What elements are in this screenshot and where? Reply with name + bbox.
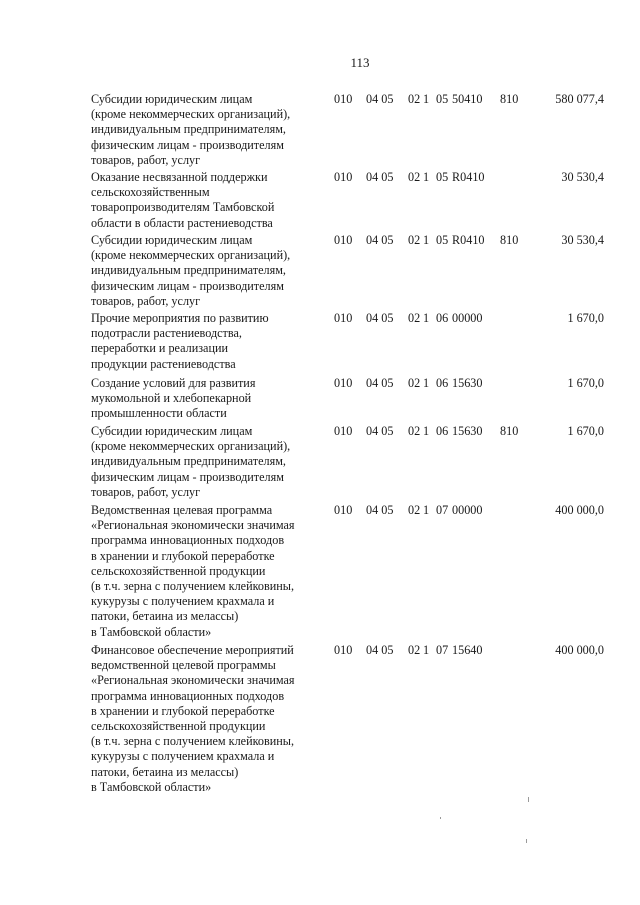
- subprogram-code: 1: [423, 311, 430, 325]
- direction-code: R0410: [452, 170, 485, 184]
- amount: 30 530,4: [561, 233, 604, 247]
- direction-code: 15630: [452, 376, 483, 390]
- grbs-code: 010: [334, 376, 353, 390]
- expense-type-code: 810: [500, 92, 519, 106]
- event-code: 05: [436, 170, 449, 184]
- direction-code: 00000: [452, 311, 483, 325]
- section-code: 04 05: [366, 92, 394, 106]
- scan-mark: [440, 817, 441, 819]
- section-code: 04 05: [366, 376, 394, 390]
- amount: 400 000,0: [555, 503, 604, 517]
- section-code: 04 05: [366, 311, 394, 325]
- direction-code: R0410: [452, 233, 485, 247]
- event-code: 06: [436, 376, 449, 390]
- row-description: Создание условий для развития мукомольной и хлебопекарной промышленности области: [91, 376, 256, 421]
- section-code: 04 05: [366, 643, 394, 657]
- expense-type-code: 810: [500, 233, 519, 247]
- event-code: 07: [436, 503, 449, 517]
- section-code: 04 05: [366, 503, 394, 517]
- scan-mark: [526, 839, 527, 843]
- amount: 580 077,4: [555, 92, 604, 106]
- grbs-code: 010: [334, 503, 353, 517]
- event-code: 05: [436, 233, 449, 247]
- row-description: Ведомственная целевая программа «Региональная экономически значимая программа инновационных подходов в хранении и глубокой переработке сельскохозяйственной продукции (в т.ч. зерна с получением клейковины, кукурузы с получением крахмала и патоки, бетаина из мелассы) в Тамбовской области»: [91, 503, 295, 639]
- section-code: 04 05: [366, 424, 394, 438]
- program-code: 02: [408, 233, 421, 247]
- amount: 1 670,0: [567, 376, 604, 390]
- program-code: 02: [408, 170, 421, 184]
- row-description: Субсидии юридическим лицам (кроме некоммерческих организаций), индивидуальным предпринимателям, физическим лицам - производителям товаров, работ, услуг: [91, 233, 291, 308]
- row-description: Субсидии юридическим лицам (кроме некоммерческих организаций), индивидуальным предпринимателям, физическим лицам - производителям товаров, работ, услуг: [91, 424, 291, 499]
- event-code: 05: [436, 92, 449, 106]
- event-code: 06: [436, 424, 449, 438]
- grbs-code: 010: [334, 643, 353, 657]
- program-code: 02: [408, 92, 421, 106]
- row-description: Субсидии юридическим лицам (кроме некоммерческих организаций), индивидуальным предпринимателям, физическим лицам - производителям товаров, работ, услуг: [91, 92, 291, 167]
- subprogram-code: 1: [423, 233, 430, 247]
- program-code: 02: [408, 424, 421, 438]
- scan-mark: [528, 797, 529, 802]
- row-description: Оказание несвязанной поддержки сельскохозяйственным товаропроизводителям Тамбовской области в области растениеводства: [91, 170, 275, 230]
- grbs-code: 010: [334, 170, 353, 184]
- section-code: 04 05: [366, 170, 394, 184]
- program-code: 02: [408, 503, 421, 517]
- event-code: 07: [436, 643, 449, 657]
- section-code: 04 05: [366, 233, 394, 247]
- grbs-code: 010: [334, 233, 353, 247]
- subprogram-code: 1: [423, 376, 430, 390]
- grbs-code: 010: [334, 92, 353, 106]
- subprogram-code: 1: [423, 503, 430, 517]
- amount: 400 000,0: [555, 643, 604, 657]
- page-number: 113: [350, 55, 370, 70]
- direction-code: 50410: [452, 92, 483, 106]
- subprogram-code: 1: [423, 424, 430, 438]
- subprogram-code: 1: [423, 643, 430, 657]
- event-code: 06: [436, 311, 449, 325]
- direction-code: 15640: [452, 643, 483, 657]
- direction-code: 15630: [452, 424, 483, 438]
- grbs-code: 010: [334, 311, 353, 325]
- amount: 1 670,0: [567, 311, 604, 325]
- subprogram-code: 1: [423, 92, 430, 106]
- program-code: 02: [408, 643, 421, 657]
- subprogram-code: 1: [423, 170, 430, 184]
- direction-code: 00000: [452, 503, 483, 517]
- row-description: Финансовое обеспечение мероприятий ведомственной целевой программы «Региональная экономически значимая программа инновационных подходов в хранении и глубокой переработке сельскохозяйственной продукции (в т.ч. зерна с получением клейковины, кукурузы с получением крахмала и патоки, бетаина из мелассы) в Тамбовской области»: [91, 643, 295, 794]
- program-code: 02: [408, 376, 421, 390]
- program-code: 02: [408, 311, 421, 325]
- amount: 1 670,0: [567, 424, 604, 438]
- row-description: Прочие мероприятия по развитию подотрасли растениеводства, переработки и реализации продукции растениеводства: [91, 311, 269, 371]
- amount: 30 530,4: [561, 170, 604, 184]
- grbs-code: 010: [334, 424, 353, 438]
- expense-type-code: 810: [500, 424, 519, 438]
